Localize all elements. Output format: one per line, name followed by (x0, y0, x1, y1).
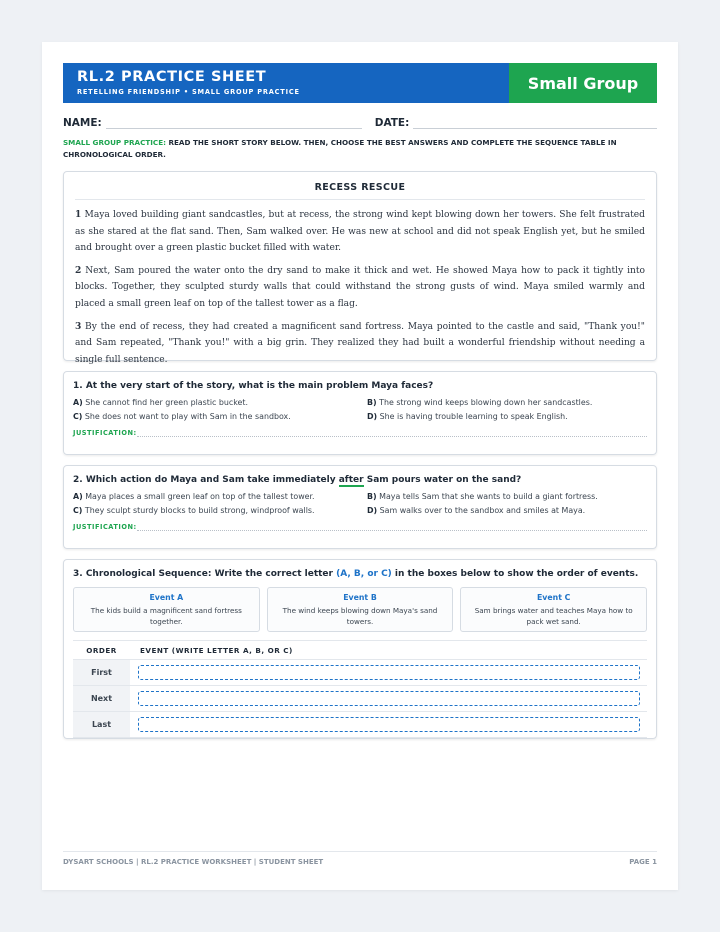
event-cards (73, 587, 647, 632)
choice-a[interactable] (73, 398, 367, 407)
justification-row (73, 428, 647, 437)
group-badge: Small Group (509, 63, 657, 103)
name-label: NAME: (63, 117, 102, 129)
name-field[interactable] (106, 116, 362, 129)
event-text: The kids build a magnificent sand fortress together. (90, 606, 242, 626)
justification-label: JUSTIFICATION: (73, 429, 137, 437)
justification-field[interactable] (137, 522, 647, 531)
paragraph-text: Next, Sam poured the water onto the dry sand to make it thick and wet. He showed Maya how to pack it tightly into blocks. Together, they sculpted sturdy walls that could withstand the strong gusts of wind. Maya smiled warmly and placed a small green leaf on top of the tallest tower as a flag. (75, 265, 645, 309)
story-paragraph (75, 319, 645, 369)
question-1-card (63, 371, 657, 455)
page-number: PAGE 1 (629, 858, 657, 866)
choice-d[interactable] (367, 506, 647, 515)
story-paragraph (75, 263, 645, 313)
choice-text: Maya tells Sam that she wants to build a giant fortress. (376, 492, 598, 501)
choice-a[interactable] (73, 492, 367, 501)
question-1-choices (73, 398, 647, 421)
paragraph-number: 1 (75, 209, 82, 220)
justification-label: JUSTIFICATION: (73, 523, 137, 531)
title-part: 3. Chronological Sequence: Write the correct letter (73, 569, 337, 579)
choice-letter: C) (73, 412, 83, 421)
banner-title-block (63, 63, 509, 103)
choice-text: They sculpt sturdy blocks to build strong, windproof walls. (82, 506, 315, 515)
title-part: Sam pours water on the sand? (363, 475, 522, 485)
choice-text: The strong wind keeps blowing down her sandcastles. (376, 398, 593, 407)
event-text: The wind keeps blowing down Maya's sand towers. (282, 606, 438, 626)
title-emphasis: after (338, 475, 364, 485)
name-date-row (63, 111, 657, 129)
date-label: DATE: (374, 117, 410, 129)
story-title: RECESS RESCUE (75, 182, 645, 200)
question-2-card (63, 465, 657, 549)
title-part: in the boxes below to show the order of events. (391, 569, 639, 579)
answer-box-next[interactable] (138, 691, 640, 706)
paragraph-number: 3 (75, 320, 82, 332)
choice-b[interactable] (367, 398, 647, 407)
choice-letter: A) (73, 398, 83, 407)
table-header-row (73, 641, 647, 660)
instructions-tag: SMALL GROUP PRACTICE: (63, 138, 166, 147)
page-content (63, 63, 657, 739)
choice-text: She cannot find her green plastic bucket. (82, 398, 248, 407)
table-row (73, 712, 647, 738)
question-2-title (73, 475, 647, 485)
choice-b[interactable] (367, 492, 647, 501)
justification-row (73, 522, 647, 531)
justification-field[interactable] (137, 428, 647, 437)
table-row (73, 660, 647, 686)
answer-box-first[interactable] (138, 665, 640, 680)
choice-c[interactable] (73, 506, 367, 515)
order-label: Last (73, 712, 130, 738)
answer-cell (130, 712, 647, 738)
choice-letter: D) (367, 412, 378, 421)
worksheet-page (42, 42, 678, 890)
order-label: First (73, 660, 130, 686)
choice-text: Maya places a small green leaf on top of the tallest tower. (82, 492, 315, 501)
title-part: 2. Which action do Maya and Sam take immediately (73, 475, 339, 485)
choice-d[interactable] (367, 412, 647, 421)
choice-text: She is having trouble learning to speak English. (377, 412, 568, 421)
footer-left: DYSART SCHOOLS | RL.2 PRACTICE WORKSHEET | STUDENT SHEET (63, 858, 324, 866)
sequence-table (73, 640, 647, 738)
choice-letter: B) (367, 398, 377, 407)
event-card-a (73, 587, 260, 632)
question-1-title: 1. At the very start of the story, what is the main problem Maya faces? (73, 381, 434, 391)
date-field[interactable] (413, 116, 657, 129)
instructions-text: READ THE SHORT STORY BELOW. THEN, CHOOSE THE BEST ANSWERS AND COMPLETE THE SEQUENCE TABLE IN CHRONOLOGICAL ORDER. (63, 138, 617, 159)
question-2-choices (73, 492, 647, 515)
title-highlight: (A, B, or C) (336, 569, 392, 579)
story-paragraph (75, 207, 645, 257)
event-text: Sam brings water and teaches Maya how to pack wet sand. (474, 606, 633, 626)
choice-text: She does not want to play with Sam in the sandbox. (82, 412, 291, 421)
page-title: RL.2 PRACTICE SHEET (77, 69, 267, 85)
paragraph-number: 2 (75, 264, 82, 276)
question-3-title (73, 569, 647, 579)
column-header-event: EVENT (WRITE LETTER A, B, OR C) (130, 641, 647, 660)
event-title: Event C (536, 593, 571, 602)
column-header-order: ORDER (73, 641, 130, 660)
choice-letter: D) (367, 506, 378, 515)
question-3-card (63, 559, 657, 739)
instructions (63, 137, 657, 161)
choice-letter: B) (367, 492, 377, 501)
event-card-c (460, 587, 647, 632)
answer-box-last[interactable] (138, 717, 640, 732)
event-title: Event A (149, 593, 184, 602)
page-subtitle: RETELLING FRIENDSHIP • SMALL GROUP PRACTICE (77, 88, 300, 96)
order-label: Next (73, 686, 130, 712)
choice-letter: A) (73, 492, 83, 501)
table-row (73, 686, 647, 712)
header-banner (63, 63, 657, 103)
choice-letter: C) (73, 506, 83, 515)
answer-cell (130, 686, 647, 712)
page-footer (63, 851, 657, 866)
event-title: Event B (343, 593, 377, 602)
story-box (63, 171, 657, 365)
paragraph-text: Maya loved building giant sandcastles, but at recess, the strong wind kept blowing down her towers. She felt frustrated as she stared at the flat sand. Then, Sam walked over. He was new at school and did not speak English yet, but he smiled and brought over a green plastic bucket filled with water. (75, 210, 645, 254)
choice-text: Sam walks over to the sandbox and smiles at Maya. (377, 506, 586, 515)
paragraph-text: By the end of recess, they had created a magnificent sand fortress. Maya pointed to the castle and said, "Thank you!" and Sam repeated, "Thank you!" with a big grin. They realized they had built a wonderful friendship without needing a single full sentence. (75, 321, 645, 365)
choice-c[interactable] (73, 412, 367, 421)
answer-cell (130, 660, 647, 686)
event-card-b (267, 587, 454, 632)
